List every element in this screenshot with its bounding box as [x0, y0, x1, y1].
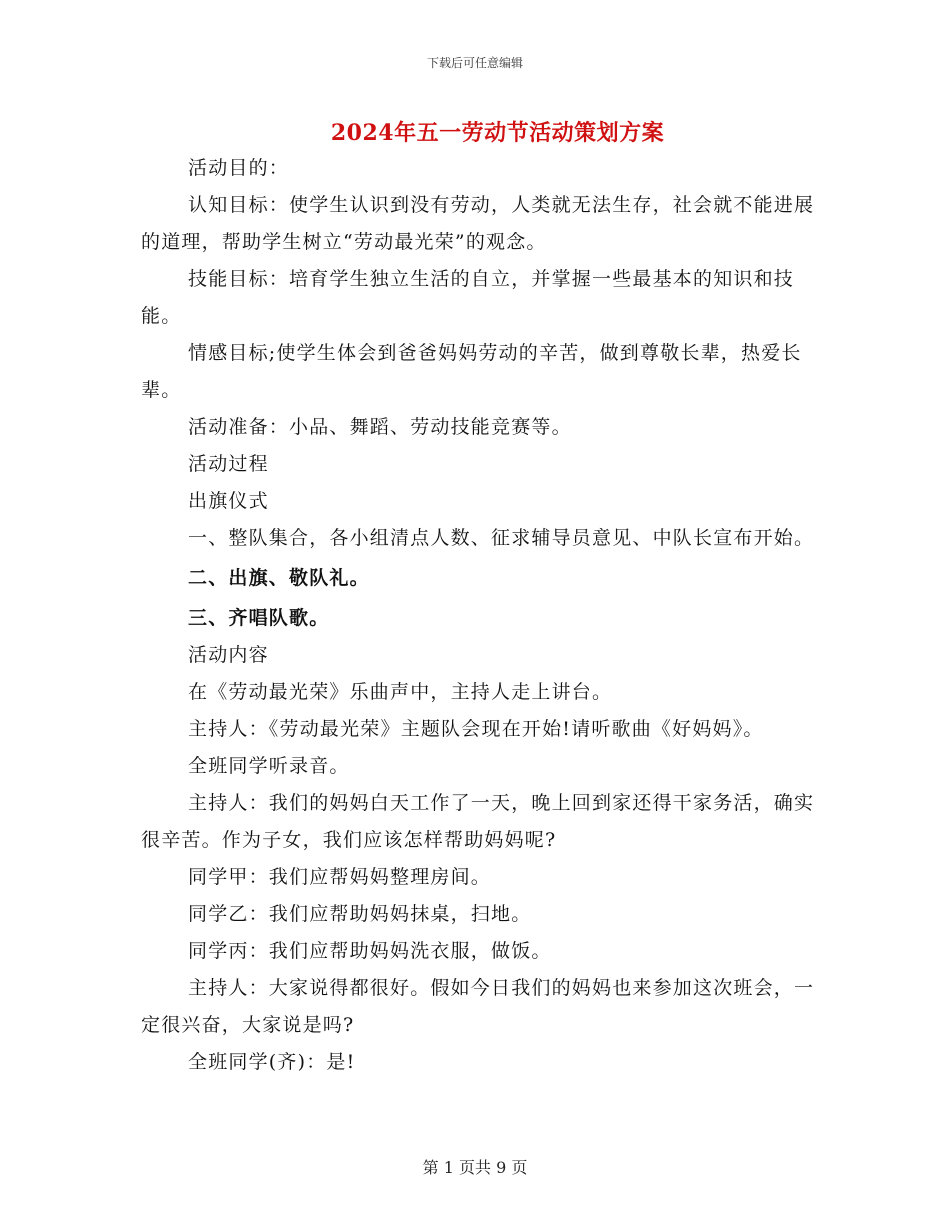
document-title: 2024年五一劳动节活动策划方案	[330, 120, 665, 146]
page-number: 第 1 页共 9 页	[422, 1158, 528, 1177]
paragraph: 活动内容	[188, 644, 269, 666]
header-note: 下载后可任意编辑	[426, 56, 523, 70]
paragraph: 一、整队集合，各小组清点人数、征求辅导员意见、中队长宣布开始。	[188, 527, 815, 549]
paragraph: 同学丙：我们应帮助妈妈洗衣服，做饭。	[188, 940, 552, 962]
paragraph: 情感目标;使学生体会到爸爸妈妈劳动的辛苦，做到尊敬长辈，热爱长辈。	[141, 342, 802, 401]
paragraph: 全班同学(齐)：是!	[188, 1051, 356, 1073]
paragraph: 出旗仪式	[188, 490, 269, 512]
paragraph: 同学乙：我们应帮助妈妈抹桌，扫地。	[188, 903, 532, 925]
paragraph: 主持人：我们的妈妈白天工作了一天，晚上回到家还得干家务活，确实很辛苦。作为子女，我们应该怎样帮助妈妈呢?	[141, 792, 815, 851]
paragraph: 主持人：大家说得都很好。假如今日我们的妈妈也来参加这次班会，一定很兴奋，大家说是吗?	[141, 977, 815, 1036]
paragraph: 活动过程	[188, 453, 269, 475]
paragraph-bold: 三、齐唱队歌。	[188, 607, 330, 629]
paragraph-bold: 二、出旗、敬队礼。	[188, 567, 370, 589]
paragraph: 技能目标：培育学生独立生活的自立，并掌握一些最基本的知识和技能。	[141, 268, 795, 327]
paragraph: 主持人：《劳动最光荣》主题队会现在开始!请听歌曲《好妈妈》。	[188, 718, 764, 740]
paragraph: 活动目的：	[188, 157, 290, 179]
paragraph: 同学甲：我们应帮妈妈整理房间。	[188, 866, 492, 888]
paragraph: 在《劳动最光荣》乐曲声中，主持人走上讲台。	[188, 681, 613, 703]
paragraph: 认知目标：使学生认识到没有劳动，人类就无法生存，社会就不能进展的道理，帮助学生树立“劳动最光荣”的观念。	[141, 194, 815, 253]
paragraph: 活动准备：小品、舞蹈、劳动技能竞赛等。	[188, 416, 572, 438]
paragraph: 全班同学听录音。	[188, 755, 350, 777]
document-body	[141, 150, 821, 1081]
